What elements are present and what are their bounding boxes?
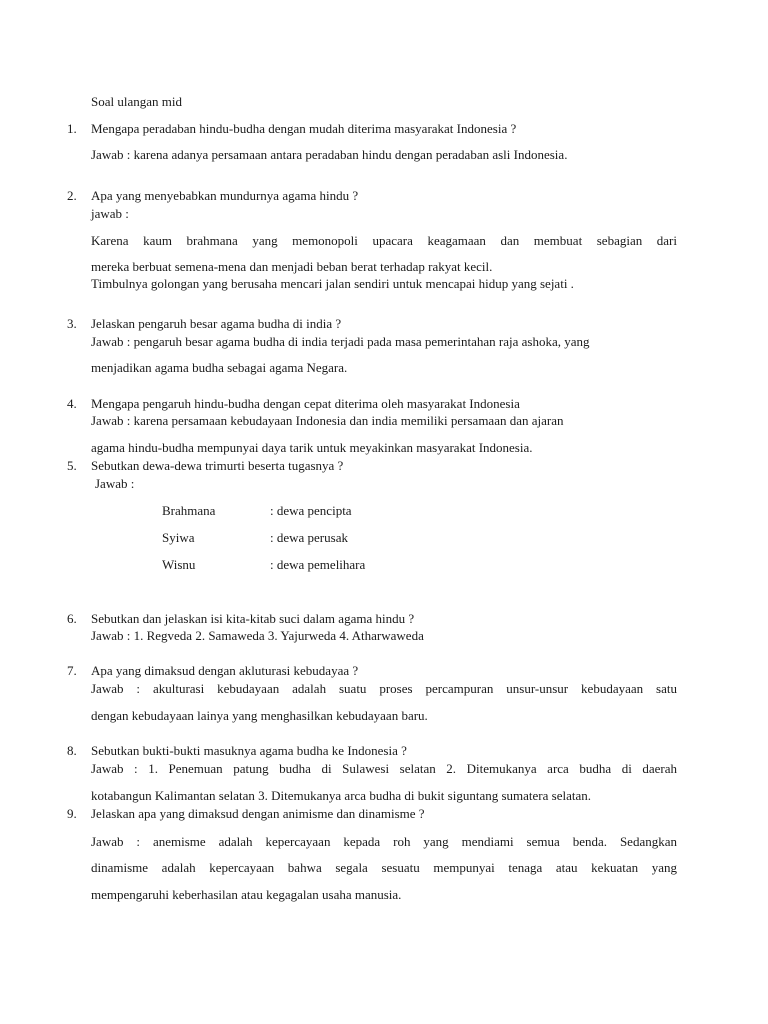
answer-label: jawab : xyxy=(91,206,129,221)
question-number: 3. xyxy=(67,316,77,331)
question-text: Jelaskan pengaruh besar agama budha di india ? xyxy=(91,316,342,331)
answer-text: menjadikan agama budha sebagai agama Negara. xyxy=(91,360,348,375)
document-title: Soal ulangan mid xyxy=(91,94,182,109)
answer-text: Jawab : anemisme adalah kepercayaan kepada roh yang mendiami semua benda. Sedangkan xyxy=(91,834,677,849)
answer-text: mereka berbuat semena-mena dan menjadi beban berat terhadap rakyat kecil. xyxy=(91,259,493,274)
question-number: 9. xyxy=(67,806,77,821)
answer-text: dengan kebudayaan lainya yang menghasilkan kebudayaan baru. xyxy=(91,708,428,723)
answer-text: Jawab : karena adanya persamaan antara peradaban hindu dengan peradaban asli Indonesia. xyxy=(91,147,568,162)
answer-text: kotabangun Kalimantan selatan 3. Ditemukanya arca budha di bukit siguntang sumatera selatan. xyxy=(91,788,591,803)
god-name: Brahmana xyxy=(162,503,216,518)
answer-text: Jawab : 1. Penemuan patung budha di Sulawesi selatan 2. Ditemukanya arca budha di daerah xyxy=(91,761,677,776)
question-text: Sebutkan dan jelaskan isi kita-kitab suci dalam agama hindu ? xyxy=(91,611,415,626)
question-text: Jelaskan apa yang dimaksud dengan animisme dan dinamisme ? xyxy=(91,806,425,821)
answer-label: Jawab : xyxy=(95,476,135,491)
answer-text: Karena kaum brahmana yang memonopoli upacara keagamaan dan membuat sebagian dari xyxy=(91,233,677,248)
question-text: Mengapa pengaruh hindu-budha dengan cepat diterima oleh masyarakat Indonesia xyxy=(91,396,520,411)
answer-text: agama hindu-budha mempunyai daya tarik untuk meyakinkan masyarakat Indonesia. xyxy=(91,440,533,455)
question-text: Mengapa peradaban hindu-budha dengan mudah diterima masyarakat Indonesia ? xyxy=(91,121,517,136)
question-number: 7. xyxy=(67,663,77,678)
question-number: 2. xyxy=(67,188,77,203)
answer-text: dinamisme adalah kepercayaan bahwa segala sesuatu mempunyai tenaga atau kekuatan yang xyxy=(91,860,677,875)
god-name: Syiwa xyxy=(162,530,195,545)
answer-text: Timbulnya golongan yang berusaha mencari jalan sendiri untuk mencapai hidup yang sejati . xyxy=(91,276,574,291)
answer-text: mempengaruhi keberhasilan atau kegagalan usaha manusia. xyxy=(91,887,402,902)
question-number: 6. xyxy=(67,611,77,626)
god-role: : dewa pencipta xyxy=(270,503,352,518)
question-text: Sebutkan bukti-bukti masuknya agama budha ke Indonesia ? xyxy=(91,743,407,758)
question-number: 1. xyxy=(67,121,77,136)
question-text: Apa yang menyebabkan mundurnya agama hindu ? xyxy=(91,188,359,203)
answer-text: Jawab : karena persamaan kebudayaan Indonesia dan india memiliki persamaan dan ajaran xyxy=(91,413,564,428)
question-number: 8. xyxy=(67,743,77,758)
god-role: : dewa pemelihara xyxy=(270,557,366,572)
question-text: Apa yang dimaksud dengan akluturasi kebudayaa ? xyxy=(91,663,359,678)
question-number: 5. xyxy=(67,458,77,473)
question-number: 4. xyxy=(67,396,77,411)
question-text: Sebutkan dewa-dewa trimurti beserta tugasnya ? xyxy=(91,458,344,473)
answer-text: Jawab : pengaruh besar agama budha di india terjadi pada masa pemerintahan raja ashoka, yang xyxy=(91,334,590,349)
god-role: : dewa perusak xyxy=(270,530,348,545)
god-name: Wisnu xyxy=(162,557,196,572)
answer-text: Jawab : 1. Regveda 2. Samaweda 3. Yajurweda 4. Atharwaweda xyxy=(91,628,424,643)
answer-text: Jawab : akulturasi kebudayaan adalah suatu proses percampuran unsur-unsur kebudayaan satu xyxy=(91,681,677,696)
